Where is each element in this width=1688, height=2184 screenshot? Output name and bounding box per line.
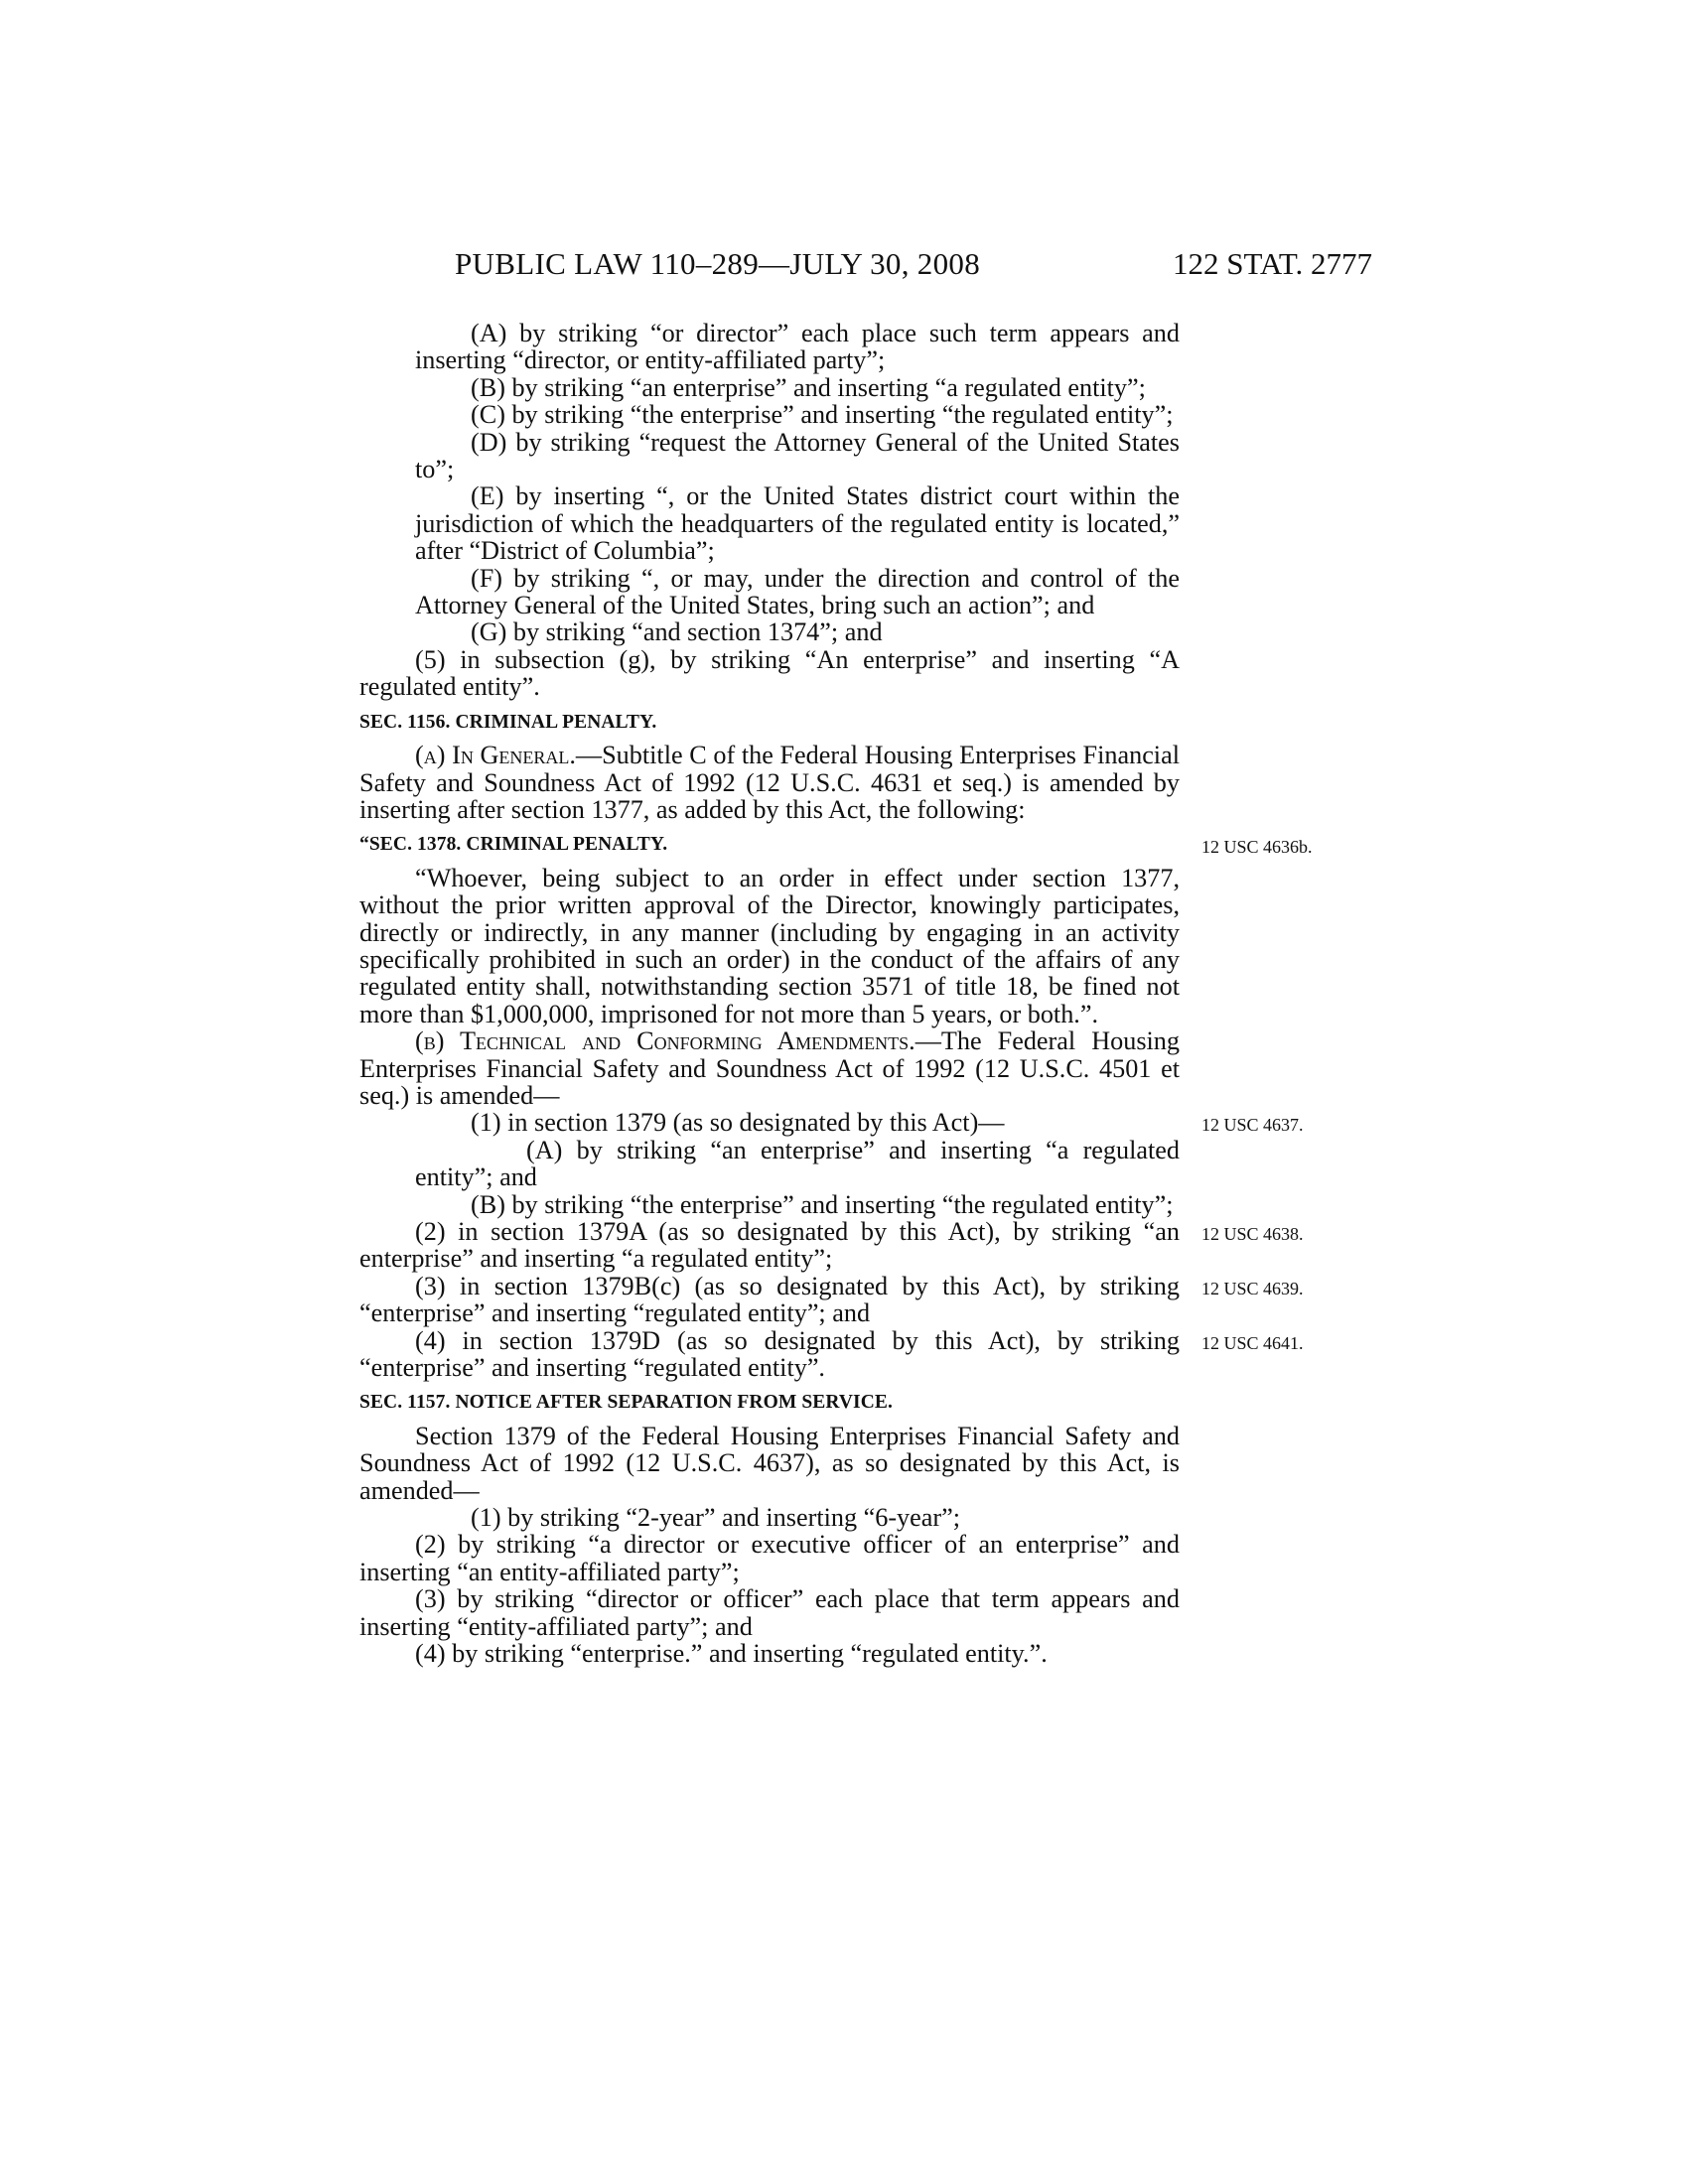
amend-item-4: (4) in section 1379D (as so designated by this Act), by striking “enterprise” and inserting “regulated entity”.	[359, 1325, 1180, 1383]
document-body	[359, 319, 1313, 1669]
subsection-a-label: (a) In General.	[415, 741, 576, 770]
sec-1156-subsection-b	[359, 1027, 1180, 1109]
section-heading-1157: SEC. 1157. NOTICE AFTER SEPARATION FROM SERVICE.	[359, 1392, 894, 1414]
subsection-b-label: (b) Technical and Conforming Amendments.	[415, 1026, 915, 1056]
sec-1157-item-2: (2) by striking “a director or executive officer of an enterprise” and inserting “an entity-affiliated party”;	[359, 1530, 1180, 1586]
para-4c: (C) by striking “the enterprise” and inserting “the regulated entity”;	[471, 400, 1174, 430]
margin-citation: 12 USC 4636b.	[1201, 837, 1313, 858]
running-head: PUBLIC LAW 110–289—JULY 30, 2008	[455, 246, 981, 281]
inserted-section-heading: “SEC. 1378. CRIMINAL PENALTY.	[359, 834, 668, 856]
para-4a: (A) by striking “or director” each place such term appears and inserting “director, or entity-affiliated party”;	[415, 319, 1180, 375]
amend-item-1: (1) in section 1379 (as so designated by this Act)—	[471, 1108, 1005, 1138]
inserted-section-text: “Whoever, being subject to an order in effect under section 1377, without the prior written approval of the Director, knowingly participates, directly or indirectly, in any manner (including by engaging in an activity specifically prohibited in such an order) in the conduct of the affairs of any regulated entity shall, notwithstanding section 3571 of title 18, be fined not more than $1,000,000, imprisoned for not more than 5 years, or both.”.	[359, 863, 1180, 1028]
section-heading-1156: SEC. 1156. CRIMINAL PENALTY.	[359, 711, 657, 733]
subsection-b-text: —The Federal Housing Enterprises Financial Safety and Soundness Act of 1992 (12 U.S.C. 4501 et seq.) is amended—	[359, 1026, 1180, 1110]
para-4d: (D) by striking “request the Attorney General of the United States to”;	[415, 427, 1180, 484]
para-4e: (E) by inserting “, or the United States district court within the jurisdiction of which the headquarters of the regulated entity is located,” after “District of Columbia”;	[415, 481, 1180, 566]
item-4-row	[359, 1325, 1304, 1383]
sec-1157-item-4: (4) by striking “enterprise.” and inserting “regulated entity.”.	[415, 1639, 1048, 1669]
sec-1156-subsection-a	[359, 742, 1180, 823]
item-1-row	[359, 1108, 1304, 1138]
para-4f: (F) by striking “, or may, under the direction and control of the Attorney General of the United States, bring such an action”; and	[415, 563, 1180, 620]
sec-1157-intro: Section 1379 of the Federal Housing Enterprises Financial Safety and Soundness Act of 1992 (12 U.S.C. 4637), as so designated by this Act, is amended—	[359, 1421, 1180, 1505]
sec-1157-item-3: (3) by striking “director or officer” each place that term appears and inserting “entity-affiliated party”; and	[359, 1584, 1180, 1641]
margin-citation: 12 USC 4637.	[1201, 1115, 1304, 1136]
margin-citation: 12 USC 4638.	[1201, 1224, 1304, 1244]
para-4b: (B) by striking “an enterprise” and inserting “a regulated entity”;	[471, 372, 1146, 402]
page-number: 122 STAT. 2777	[1172, 246, 1372, 281]
amend-item-1a: (A) by striking “an enterprise” and inserting “a regulated entity”; and	[415, 1135, 1180, 1192]
item-2-row	[359, 1217, 1304, 1274]
sec-1157-item-1: (1) by striking “2-year” and inserting “6-year”;	[471, 1503, 960, 1533]
para-4g: (G) by striking “and section 1374”; and	[471, 617, 883, 647]
subsection-a-text: —Subtitle C of the Federal Housing Enterprises Financial Safety and Soundness Act of 1992 (12 U.S.C. 4631 et seq.) is amended by inserting after section 1377, as added by this Act, the following:	[359, 741, 1180, 824]
page-header	[0, 246, 1688, 286]
amend-item-1b: (B) by striking “the enterprise” and inserting “the regulated entity”;	[471, 1189, 1174, 1219]
para-5: (5) in subsection (g), by striking “An enterprise” and inserting “A regulated entity”.	[359, 644, 1180, 702]
margin-citation: 12 USC 4641.	[1201, 1332, 1304, 1353]
amend-item-3: (3) in section 1379B(c) (as so designated by this Act), by striking “enterprise” and inserting “regulated entity”; and	[359, 1271, 1180, 1328]
amend-item-2: (2) in section 1379A (as so designated by this Act), by striking “an enterprise” and inserting “a regulated entity”;	[359, 1217, 1180, 1274]
inserted-heading-row	[359, 831, 1313, 858]
margin-citation: 12 USC 4639.	[1201, 1278, 1304, 1298]
item-3-row	[359, 1271, 1304, 1328]
